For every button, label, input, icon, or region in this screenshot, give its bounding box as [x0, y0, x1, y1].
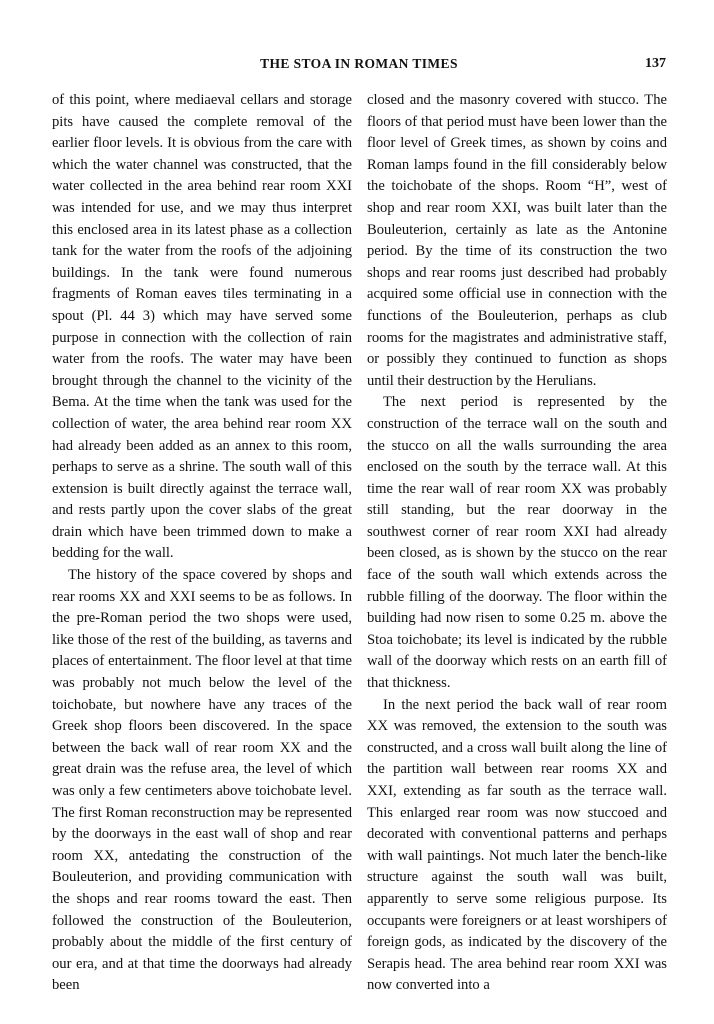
- right-column: [367, 90, 667, 997]
- paragraph: The next period is represented by the construction of the terrace wall on the south and the stucco on all the walls surrounding the area enclosed on the south by the terrace wall. At this time the rear wall of rear room XX was probably still standing, but the rear doorway in the southwest corner of rear room XXI had already been closed, as is shown by the stucco on the rear face of the south wall which extends across the rubble filling of the doorway. The floor within the building had now risen to some 0.25 m. above the Stoa toichobate; its level is indicated by the rubble wall of the doorway which rests on an earth fill of that thickness.: [367, 394, 667, 692]
- running-title: THE STOA IN ROMAN TIMES: [260, 56, 458, 71]
- left-column: [52, 90, 352, 997]
- paragraph: closed and the masonry covered with stucco. The floors of that period must have been lower than the floor level of Greek times, as shown by coins and Roman lamps found in the fill considerably below the toichobate of the shops. Room “H”, west of shop and rear room XXI, was built later than the Bouleuterion, certainly as late as the Antonine period. By the time of its construction the two shops and rear rooms just described had probably acquired some official use in connection with the functions of the Bouleuterion, perhaps as club rooms for the magistrates and administrative staff, or possibly they continued to function as shops until their destruction by the Herulians.: [367, 92, 667, 389]
- page-header: [52, 56, 666, 78]
- paragraph: The history of the space covered by shops and rear rooms XX and XXI seems to be as follows. In the pre-Roman period the two shops were used, like those of the rest of the building, as taverns and places of entertainment. The floor level at that time was probably not much below the level of the toichobate, but nowhere have any traces of the Greek shop floors been discovered. In the space between the back wall of rear room XX and the great drain was the refuse area, the level of which was only a few centimeters above toichobate level. The first Roman reconstruction may be represented by the doorways in the east wall of shop and rear room XX, antedating the construction of the Bouleuterion, and providing communication with the shops and rear rooms toward the east. Then followed the construction of the Bouleuterion, probably about the middle of the first century of our era, and at that time the doorways had already been: [52, 567, 352, 994]
- paragraph: of this point, where mediaeval cellars and storage pits have caused the complete removal of the earlier floor levels. It is obvious from the care with which the water channel was constructed, that the water collected in the area behind rear room XXI was intended for use, and we may thus interpret this enclosed area in its latest phase as a collection tank for the water from the roofs of the adjoining buildings. In the tank were found numerous fragments of Roman eaves tiles terminating in a spout (Pl. 44 3) which may have served some purpose in connection with the collection of rain water from the roofs. The water may have been brought through the channel to the vicinity of the Bema. At the time when the tank was used for the collection of water, the area behind rear room XX had already been added as an annex to this room, perhaps to serve as a shrine. The south wall of this extension is built directly against the terrace wall, and rests partly upon the cover slabs of the great drain which have been trimmed down to make a bedding for the wall.: [52, 92, 352, 562]
- paragraph: In the next period the back wall of rear room XX was removed, the extension to the south was constructed, and a cross wall built along the line of the partition wall between rear rooms XX and XXI, extending as far south as the terrace wall. This enlarged rear room was now stuccoed and decorated with conventional patterns and perhaps with wall paintings. Not much later the bench-like structure against the south wall was built, apparently to serve some religious purpose. Its occupants were foreigners or at least worshipers of foreign gods, as indicated by the discovery of the Serapis head. The area behind rear room XXI was now converted into a: [367, 696, 667, 994]
- page-number: 137: [645, 56, 666, 71]
